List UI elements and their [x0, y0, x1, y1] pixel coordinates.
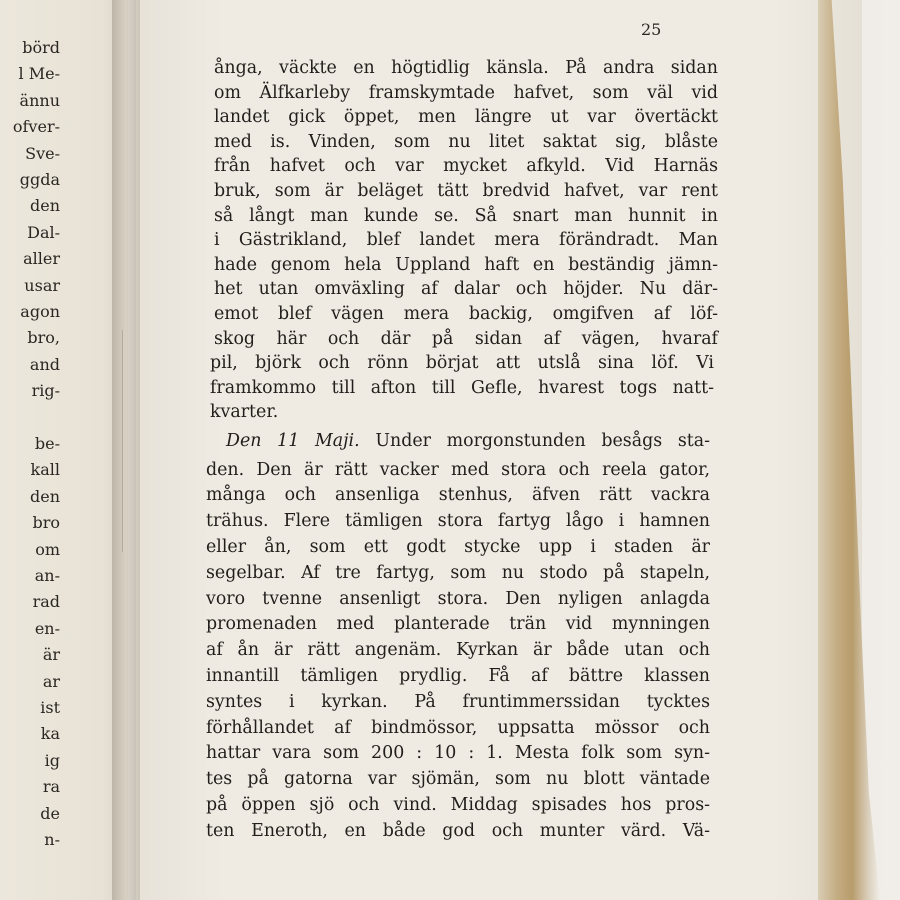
left-page-line: rad	[32, 592, 60, 612]
left-page-line: ar	[42, 671, 60, 691]
left-page	[0, 0, 128, 900]
left-page-line: usar	[24, 275, 60, 295]
text-line: framkommo till afton till Gefle, hvarest togs natt-	[210, 377, 714, 398]
text-line: voro tvenne ansenligt stora. Den nyligen anlagda	[206, 588, 710, 609]
left-page-line: den	[29, 486, 60, 506]
text-line: ten Eneroth, en både god och munter värd. Vä-	[206, 820, 710, 841]
left-page-line: and	[29, 354, 60, 374]
left-page-line: be-	[34, 434, 60, 453]
text-line: promenaden med planterade trän vid mynningen	[206, 614, 710, 635]
left-page-line: om	[35, 539, 60, 559]
date-heading-line	[206, 429, 710, 453]
text-line: tes på gatorna var sjömän, som nu blott väntade	[206, 769, 710, 790]
text-line: den. Den är rätt vacker med stora och reela gator,	[206, 459, 710, 480]
left-page-line: ra	[42, 777, 60, 797]
left-page-line: an-	[34, 566, 60, 585]
left-page-line: den	[29, 196, 60, 216]
text-line: om Älfkarleby framskymtade hafvet, som väl vid	[214, 82, 718, 103]
text-line: på öppen sjö och vind. Middag spisades hos pros-	[206, 795, 710, 815]
text-line: syntes i kyrkan. På fruntimmerssidan tycktes	[206, 691, 710, 712]
left-page-line: ka	[40, 724, 60, 744]
left-page-line: n-	[44, 830, 60, 849]
date-heading-rest: Under morgonstunden besågs sta-	[359, 431, 711, 451]
text-line: ånga, väckte en högtidlig känsla. På andra sidan	[214, 58, 718, 78]
left-page-line: är	[42, 645, 60, 665]
left-page-line: rig-	[31, 381, 60, 401]
left-page-line: en-	[34, 618, 60, 638]
text-line: förhållandet af bindmössor, uppsatta mössor och	[206, 717, 710, 738]
text-line: segelbar. Af tre fartyg, som nu stodo på stapeln,	[206, 562, 710, 583]
text-line: kvarter.	[210, 402, 279, 423]
text-line: hattar vara som 200 : 10 : 1. Mesta folk som syn-	[206, 743, 710, 764]
left-page-line: bro,	[27, 328, 60, 348]
left-page-line: l Me-	[18, 64, 60, 84]
text-line: med is. Vinden, som nu litet saktat sig, blåste	[214, 131, 718, 152]
left-page-line: bro	[32, 513, 60, 533]
left-page-line: Sve-	[25, 143, 60, 163]
text-line: hade genom hela Uppland haft en beständig jämn-	[214, 254, 718, 275]
page-number: 25	[641, 20, 662, 39]
left-page-line: ggda	[19, 170, 60, 189]
left-page-line: Dal-	[27, 222, 60, 242]
text-line: pil, björk och rönn börjat att utslå sina löf. Vi	[210, 353, 714, 374]
left-page-line: börd	[22, 38, 60, 57]
left-page-line: ig	[44, 750, 60, 770]
text-line: landet gick öppet, men längre ut var övertäckt	[214, 107, 718, 128]
left-page-line: aller	[23, 249, 60, 269]
text-line: från hafvet och var mycket afkyld. Vid Harnäs	[214, 156, 718, 177]
text-line: emot blef vägen mera backig, omgifven af löf-	[214, 304, 718, 324]
text-line: het utan omväxling af dalar och höjder. Nu där-	[214, 279, 718, 300]
left-page-line: ist	[40, 698, 60, 717]
text-line: skog här och där på sidan af vägen, hvaraf	[214, 328, 718, 349]
text-line: af ån är rätt angenäm. Kyrkan är både utan och	[206, 640, 710, 661]
left-page-line: agon	[20, 302, 60, 321]
text-line: bruk, som är beläget tätt bredvid hafvet, var rent	[214, 181, 718, 201]
binding-thread	[122, 330, 127, 552]
text-line: många och ansenliga stenhus, äfven rätt vackra	[206, 485, 710, 506]
text-line: så långt man kunde se. Så snart man hunnit in	[214, 205, 718, 226]
left-page-line: kall	[30, 460, 60, 480]
text-line: eller ån, som ett godt stycke upp i staden är	[206, 537, 710, 557]
date-heading: Den 11 Maji.	[226, 431, 360, 451]
left-page-line: de	[40, 803, 60, 823]
left-page-line: ännu	[19, 90, 60, 110]
left-page-line: ofver-	[12, 117, 60, 137]
text-line: i Gästrikland, blef landet mera förändradt. Man	[214, 230, 718, 251]
text-line: innantill tämligen prydlig. Få af bättre klassen	[206, 666, 710, 686]
text-line: trähus. Flere tämligen stora fartyg lågo i hamnen	[206, 511, 710, 532]
